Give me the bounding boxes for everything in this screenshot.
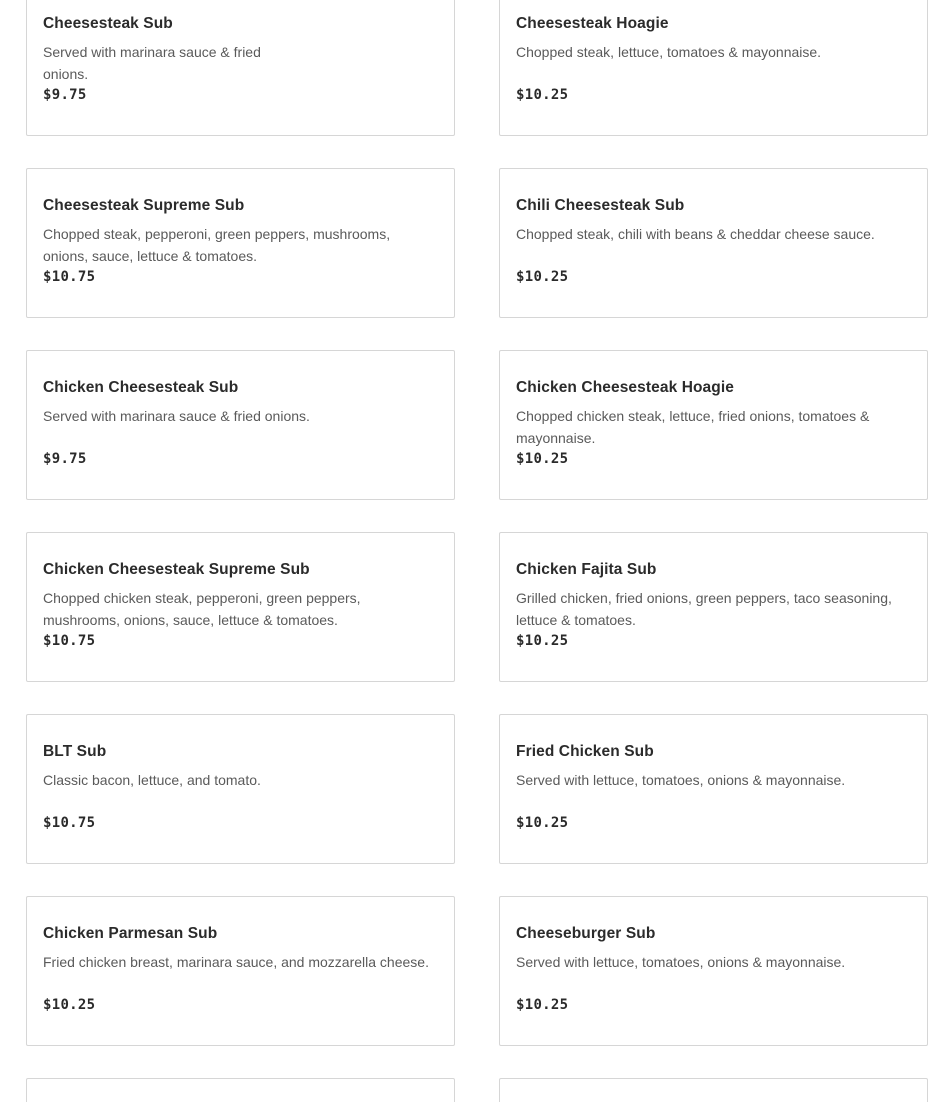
menu-item-price: $10.25 <box>516 451 569 467</box>
menu-item-name: Cheesesteak Supreme Sub <box>43 197 245 214</box>
menu-item-price: $10.25 <box>516 997 569 1013</box>
menu-item-name: Cheeseburger Sub <box>516 925 656 942</box>
menu-item-description: Classic bacon, lettuce, and tomato. <box>43 772 261 788</box>
menu-item-price: $10.75 <box>43 815 96 831</box>
menu-item-name: Chicken Parmesan Sub <box>43 925 218 942</box>
menu-item-description: Served with lettuce, tomatoes, onions & mayonnaise. <box>516 954 846 970</box>
menu-item-description: Served with lettuce, tomatoes, onions & mayonnaise. <box>516 772 846 788</box>
menu-item-description: Grilled chicken, fried onions, green peppers, taco seasoning, lettuce & tomatoes. <box>516 590 892 628</box>
menu-item-description: Served with marinara sauce & fried onions. <box>43 408 310 424</box>
menu-item-description: Chopped chicken steak, pepperoni, green peppers, mushrooms, onions, sauce, lettuce & tomatoes. <box>43 590 361 628</box>
menu-item-description: Chopped steak, chili with beans & cheddar cheese sauce. <box>516 226 875 242</box>
menu-item-card[interactable] <box>499 532 928 682</box>
menu-item-name: Chicken Cheesesteak Sub <box>43 379 239 396</box>
menu-item-price: $10.25 <box>516 815 569 831</box>
menu-item-card[interactable] <box>499 1078 928 1102</box>
menu-item-card[interactable] <box>499 896 928 1046</box>
menu-item-price: $10.75 <box>43 269 96 285</box>
menu-item-card[interactable] <box>26 168 455 318</box>
menu-item-price: $9.75 <box>43 451 87 467</box>
menu-item-card[interactable] <box>26 714 455 864</box>
menu-item-card[interactable] <box>499 714 928 864</box>
menu-item-card[interactable] <box>26 1078 455 1102</box>
menu-item-price: $10.25 <box>516 633 569 649</box>
menu-item-card[interactable] <box>26 896 455 1046</box>
menu-item-price: $10.25 <box>43 997 96 1013</box>
menu-item-card[interactable] <box>499 0 928 136</box>
menu-item-name: Chicken Cheesesteak Hoagie <box>516 379 734 396</box>
menu-item-description: Served with marinara sauce & fried onions. <box>43 44 261 82</box>
menu-item-description: Chopped steak, lettuce, tomatoes & mayonnaise. <box>516 44 822 60</box>
menu-item-card[interactable] <box>26 350 455 500</box>
menu-item-name: Fried Chicken Sub <box>516 743 654 760</box>
menu-item-name: Chicken Fajita Sub <box>516 561 657 578</box>
menu-item-description: Chopped chicken steak, lettuce, fried onions, tomatoes & mayonnaise. <box>516 408 870 446</box>
menu-item-name: Cheesesteak Hoagie <box>516 15 669 32</box>
menu-item-description: Chopped steak, pepperoni, green peppers, mushrooms, onions, sauce, lettuce & tomatoes. <box>43 226 391 264</box>
menu-item-name: BLT Sub <box>43 743 107 760</box>
menu-item-price: $10.75 <box>43 633 96 649</box>
menu-item-name: Chili Cheesesteak Sub <box>516 197 685 214</box>
menu-item-price: $10.25 <box>516 87 569 103</box>
menu-item-price: $10.25 <box>516 269 569 285</box>
menu-item-card[interactable] <box>26 532 455 682</box>
menu-item-card[interactable] <box>499 168 928 318</box>
menu-item-card[interactable] <box>499 350 928 500</box>
menu-item-name: Chicken Cheesesteak Supreme Sub <box>43 561 310 578</box>
menu-item-price: $9.75 <box>43 87 87 103</box>
menu-item-card[interactable] <box>26 0 455 136</box>
menu-item-name: Cheesesteak Sub <box>43 15 173 32</box>
menu-item-description: Fried chicken breast, marinara sauce, and mozzarella cheese. <box>43 954 429 970</box>
